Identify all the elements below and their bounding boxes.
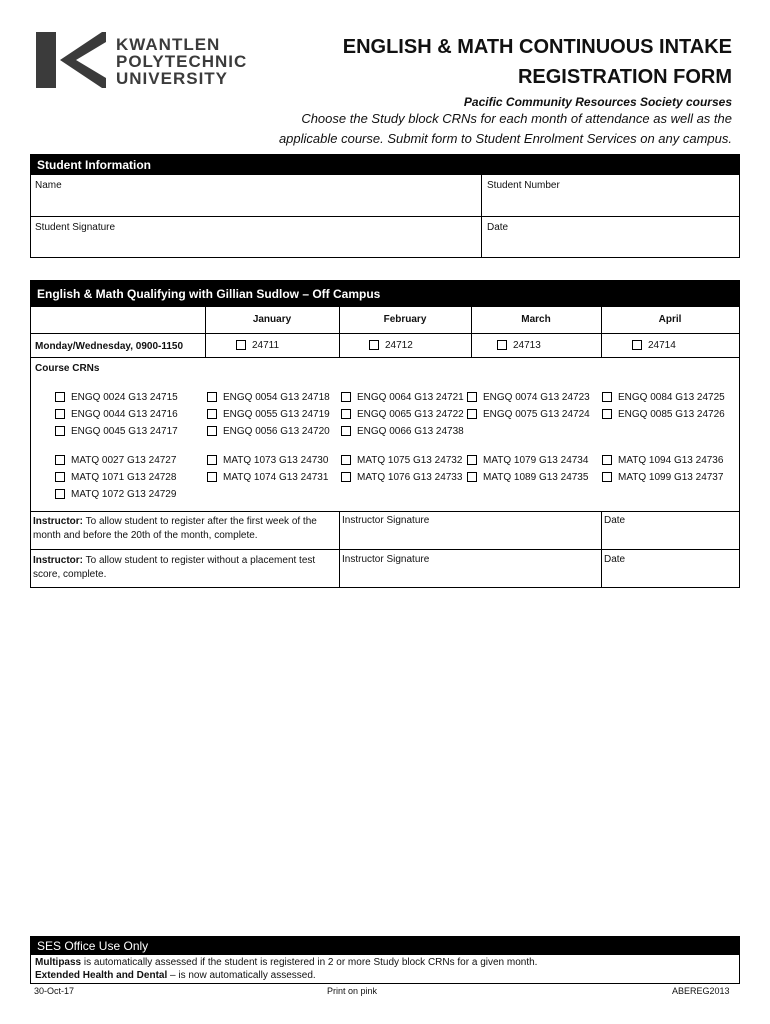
checkbox-icon[interactable] bbox=[602, 472, 612, 482]
course-crns-label: Course CRNs bbox=[35, 363, 100, 374]
instructor-signature-field-1[interactable]: Instructor Signature bbox=[342, 515, 430, 526]
engq-crn-label: ENGQ 0024 G13 24715 bbox=[71, 392, 178, 403]
engq-crn-option[interactable] bbox=[55, 409, 178, 420]
logo-line-3: UNIVERSITY bbox=[116, 69, 229, 88]
matq-crn-label: MATQ 1076 G13 24733 bbox=[357, 472, 463, 483]
checkbox-icon[interactable] bbox=[341, 472, 351, 482]
matq-crn-label: MATQ 1099 G13 24737 bbox=[618, 472, 724, 483]
logo-line-2: POLYTECHNIC bbox=[116, 52, 248, 71]
name-field[interactable]: Name bbox=[35, 180, 62, 191]
checkbox-icon[interactable] bbox=[602, 455, 612, 465]
matq-crn-option[interactable] bbox=[467, 472, 588, 483]
office-use-header: SES Office Use Only bbox=[31, 937, 739, 955]
matq-crn-option[interactable] bbox=[55, 455, 176, 466]
instructor-note-1: Instructor: To allow student to register after the first week of the month and before the 20th of the month, complete. bbox=[33, 516, 317, 541]
month-crn-january[interactable]: 24711 bbox=[236, 340, 279, 351]
checkbox-icon[interactable] bbox=[207, 472, 217, 482]
matq-crn-option[interactable] bbox=[55, 472, 176, 483]
form-subtitle: Pacific Community Resources Society courses bbox=[463, 95, 732, 109]
checkbox-icon[interactable] bbox=[602, 409, 612, 419]
student-date-field[interactable]: Date bbox=[487, 222, 509, 233]
checkbox-icon[interactable] bbox=[207, 392, 217, 402]
matq-crn-label: MATQ 1094 G13 24736 bbox=[618, 455, 724, 466]
health-dental-note: Extended Health and Dental – is now automatically assessed. bbox=[35, 970, 316, 981]
matq-crn-option[interactable] bbox=[467, 455, 588, 466]
checkbox-icon[interactable] bbox=[341, 392, 351, 402]
month-crn-february[interactable]: 24712 bbox=[369, 340, 413, 351]
matq-crn-label: MATQ 1073 G13 24730 bbox=[223, 455, 329, 466]
matq-crn-label: MATQ 1089 G13 24735 bbox=[483, 472, 589, 483]
matq-crn-label: MATQ 1071 G13 24728 bbox=[71, 472, 177, 483]
footer-print-note: Print on pink bbox=[327, 986, 378, 996]
form-title-line-2: REGISTRATION FORM bbox=[517, 66, 732, 88]
logo-line-1: KWANTLEN bbox=[116, 35, 221, 54]
matq-crn-option[interactable] bbox=[602, 455, 723, 466]
intro-line-2: applicable course. Submit form to Student Enrolment Services on any campus. bbox=[278, 131, 732, 146]
month-february: February bbox=[383, 314, 427, 325]
engq-crn-option[interactable] bbox=[207, 392, 330, 403]
engq-crn-label: ENGQ 0075 G13 24724 bbox=[483, 409, 590, 420]
checkbox-icon[interactable] bbox=[341, 455, 351, 465]
matq-crn-option[interactable] bbox=[55, 489, 176, 500]
checkbox-icon[interactable] bbox=[632, 340, 642, 350]
checkbox-icon[interactable] bbox=[341, 409, 351, 419]
checkbox-icon[interactable] bbox=[341, 426, 351, 436]
checkbox-icon[interactable] bbox=[55, 392, 65, 402]
checkbox-icon[interactable] bbox=[602, 392, 612, 402]
instructor-date-field-2[interactable]: Date bbox=[604, 554, 626, 565]
kpu-logo-mark-icon bbox=[36, 32, 106, 88]
multipass-note: Multipass is automatically assessed if the student is registered in 2 or more Study block CRNs for a given month. bbox=[35, 957, 538, 968]
checkbox-icon[interactable] bbox=[55, 489, 65, 499]
footer-form-code: ABEREG2013 bbox=[672, 986, 730, 996]
checkbox-icon[interactable] bbox=[207, 455, 217, 465]
matq-crn-option[interactable] bbox=[341, 455, 462, 466]
engq-crn-option[interactable] bbox=[341, 409, 464, 420]
matq-crn-option[interactable] bbox=[341, 472, 462, 483]
engq-crn-label: ENGQ 0074 G13 24723 bbox=[483, 392, 590, 403]
student-signature-field[interactable]: Student Signature bbox=[35, 222, 116, 233]
matq-crn-label: MATQ 1074 G13 24731 bbox=[223, 472, 329, 483]
checkbox-icon[interactable] bbox=[55, 409, 65, 419]
engq-crn-label: ENGQ 0054 G13 24718 bbox=[223, 392, 330, 403]
engq-crn-option[interactable] bbox=[467, 392, 590, 403]
form-title-line-1: ENGLISH & MATH CONTINUOUS INTAKE bbox=[342, 36, 732, 58]
engq-crn-label: ENGQ 0056 G13 24720 bbox=[223, 426, 330, 437]
checkbox-icon[interactable] bbox=[497, 340, 507, 350]
matq-crn-option[interactable] bbox=[207, 455, 328, 466]
month-crn-march[interactable]: 24713 bbox=[497, 340, 541, 351]
checkbox-icon[interactable] bbox=[207, 409, 217, 419]
instructor-signature-field-2[interactable]: Instructor Signature bbox=[342, 554, 430, 565]
checkbox-icon[interactable] bbox=[467, 472, 477, 482]
matq-crn-label: MATQ 1075 G13 24732 bbox=[357, 455, 463, 466]
matq-crn-label: MATQ 1079 G13 24734 bbox=[483, 455, 589, 466]
matq-crn-label: MATQ 0027 G13 24727 bbox=[71, 455, 177, 466]
checkbox-icon[interactable] bbox=[467, 409, 477, 419]
english-math-section bbox=[30, 280, 740, 588]
checkbox-icon[interactable] bbox=[207, 426, 217, 436]
engq-crn-label: ENGQ 0045 G13 24717 bbox=[71, 426, 178, 437]
engq-crn-option[interactable] bbox=[207, 409, 330, 420]
instructor-note-2: Instructor: To allow student to register without a placement test score, complete. bbox=[33, 555, 316, 580]
month-march: March bbox=[521, 314, 551, 325]
checkbox-icon[interactable] bbox=[236, 340, 246, 350]
engq-crn-option[interactable] bbox=[341, 392, 464, 403]
matq-crn-option[interactable] bbox=[602, 472, 723, 483]
intro-line-1: Choose the Study block CRNs for each month of attendance as well as the bbox=[301, 111, 732, 126]
engq-crn-label: ENGQ 0065 G13 24722 bbox=[357, 409, 464, 420]
engq-crn-option[interactable] bbox=[207, 426, 330, 437]
office-use-section bbox=[30, 936, 740, 984]
matq-crn-option[interactable] bbox=[207, 472, 328, 483]
checkbox-icon[interactable] bbox=[369, 340, 379, 350]
schedule-row-label: Monday/Wednesday, 0900-1150 bbox=[35, 341, 184, 352]
university-logo bbox=[36, 32, 248, 88]
engq-crn-option[interactable] bbox=[467, 409, 590, 420]
engq-crn-option[interactable] bbox=[602, 392, 725, 403]
matq-crn-label: MATQ 1072 G13 24729 bbox=[71, 489, 177, 500]
month-crn-april[interactable]: 24714 bbox=[632, 340, 676, 351]
engq-crn-option[interactable] bbox=[341, 426, 464, 437]
instructor-date-field-1[interactable]: Date bbox=[604, 515, 626, 526]
engq-crn-label: ENGQ 0085 G13 24726 bbox=[618, 409, 725, 420]
student-information-header: Student Information bbox=[31, 155, 739, 175]
month-april: April bbox=[658, 314, 682, 325]
checkbox-icon[interactable] bbox=[55, 426, 65, 436]
student-information-section bbox=[30, 154, 740, 258]
engq-crn-label: ENGQ 0044 G13 24716 bbox=[71, 409, 178, 420]
engq-crn-label: ENGQ 0066 G13 24738 bbox=[357, 426, 464, 437]
engq-crn-label: ENGQ 0064 G13 24721 bbox=[357, 392, 464, 403]
checkbox-icon[interactable] bbox=[55, 472, 65, 482]
checkbox-icon[interactable] bbox=[55, 455, 65, 465]
student-number-field[interactable]: Student Number bbox=[487, 180, 560, 191]
footer-date: 30-Oct-17 bbox=[34, 986, 75, 996]
month-january: January bbox=[252, 314, 292, 325]
engq-crn-option[interactable] bbox=[55, 392, 178, 403]
english-math-header: English & Math Qualifying with Gillian Sudlow – Off Campus bbox=[31, 281, 739, 307]
engq-crn-label: ENGQ 0084 G13 24725 bbox=[618, 392, 725, 403]
checkbox-icon[interactable] bbox=[467, 455, 477, 465]
engq-crn-option[interactable] bbox=[602, 409, 725, 420]
engq-crn-option[interactable] bbox=[55, 426, 178, 437]
checkbox-icon[interactable] bbox=[467, 392, 477, 402]
engq-crn-label: ENGQ 0055 G13 24719 bbox=[223, 409, 330, 420]
